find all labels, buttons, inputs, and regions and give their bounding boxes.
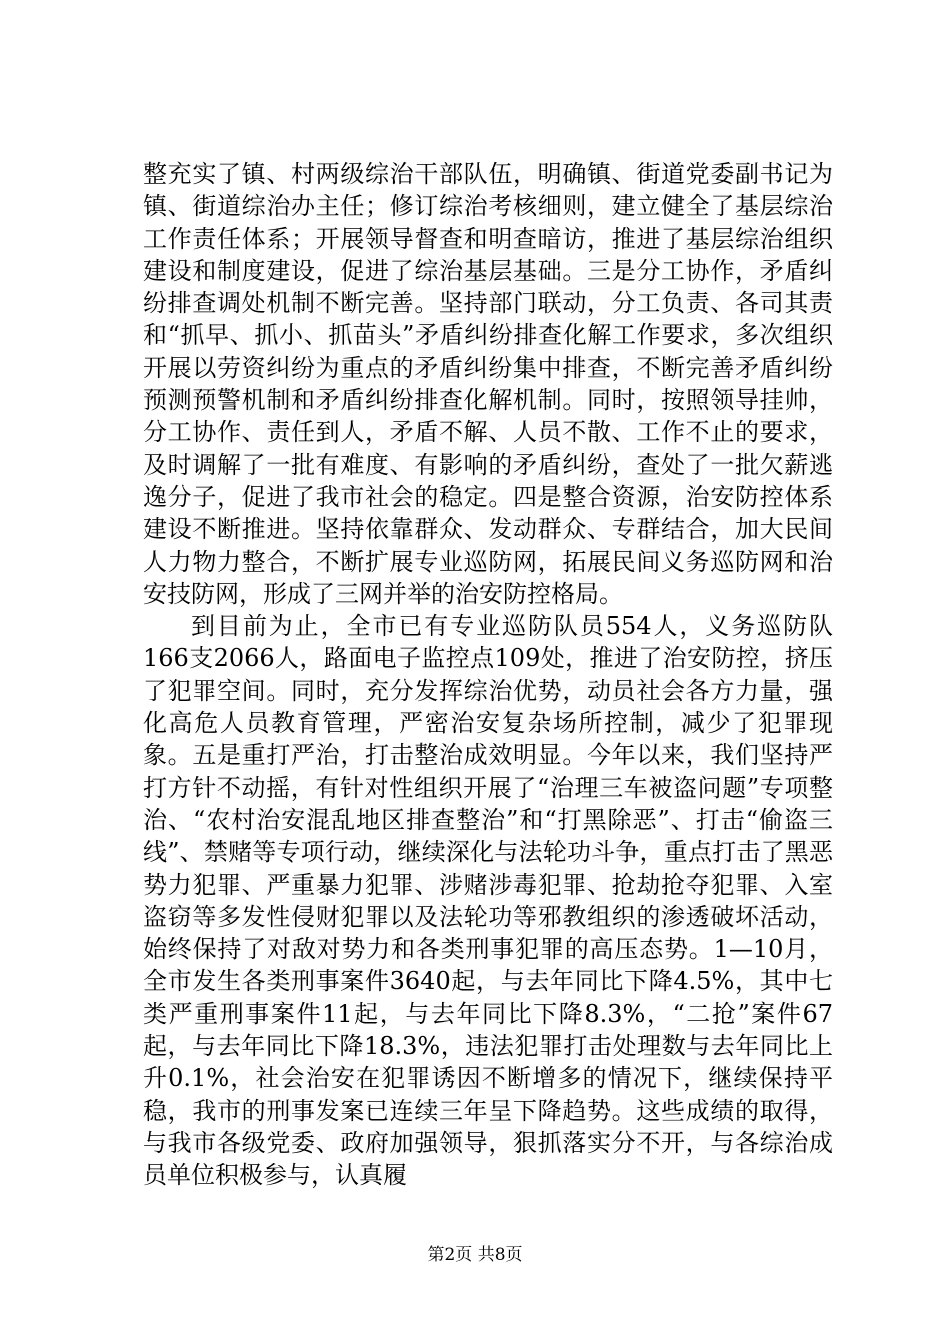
paragraph-2: 到目前为止，全市已有专业巡防队员554人，义务巡防队166支2066人，路面电子监控点109处，推进了治安防控，挤压了犯罪空间。同时，充分发挥综治优势，动员社会各方力量，强化高危人员教育管理，严密治安复杂场所控制，减少了犯罪现象。五是重打严治，打击整治成效明显。今年以来，我们坚持严打方针不动摇，有针对性组织开展了“治理三车被盗问题”专项整治、“农村治安混乱地区排查整治”和“打黑除恶”、打击“偷盗三线”、禁赌等专项行动，继续深化与法轮功斗争，重点打击了黑恶势力犯罪、严重暴力犯罪、涉赌涉毒犯罪、抢劫抢夺犯罪、入室盗窃等多发性侵财犯罪以及法轮功等邪教组织的渗透破坏活动，始终保持了对敌对势力和各类刑事犯罪的高压态势。1—10月，全市发生各类刑事案件3640起，与去年同比下降4.5%，其中七类严重刑事案件11起，与去年同比下降8.3%，“二抢”案件67起，与去年同比下降18.3%，违法犯罪打击处理数与去年同比上升0.1%，社会治安在犯罪诱因不断增多的情况下，继续保持平稳，我市的刑事发案已连续三年呈下降趋势。这些成绩的取得，与我市各级党委、政府加强领导，狠抓落实分不开，与各综治成员单位积极参与，认真履 xyxy=(143,612,833,1190)
paragraph-1: 整充实了镇、村两级综治干部队伍，明确镇、街道党委副书记为镇、街道综治办主任；修订综治考核细则，建立健全了基层综治工作责任体系；开展领导督查和明查暗访，推进了基层综治组织建设和制度建设，促进了综治基层基础。三是分工协作，矛盾纠纷排查调处机制不断完善。坚持部门联动，分工负责、各司其责和“抓早、抓小、抓苗头”矛盾纠纷排查化解工作要求，多次组织开展以劳资纠纷为重点的矛盾纠纷集中排查，不断完善矛盾纠纷预测预警机制和矛盾纠纷排查化解机制。同时，按照领导挂帅，分工协作、责任到人，矛盾不解、人员不散、工作不止的要求，及时调解了一批有难度、有影响的矛盾纠纷，查处了一批欠薪逃逸分子，促进了我市社会的稳定。四是整合资源，治安防控体系建设不断推进。坚持依靠群众、发动群众、专群结合，加大民间人力物力整合，不断扩展专业巡防网，拓展民间义务巡防网和治安技防网，形成了三网并举的治安防控格局。 xyxy=(143,160,833,608)
page-footer: 第2页 共8页 xyxy=(427,1245,523,1265)
document-body xyxy=(143,158,833,1192)
